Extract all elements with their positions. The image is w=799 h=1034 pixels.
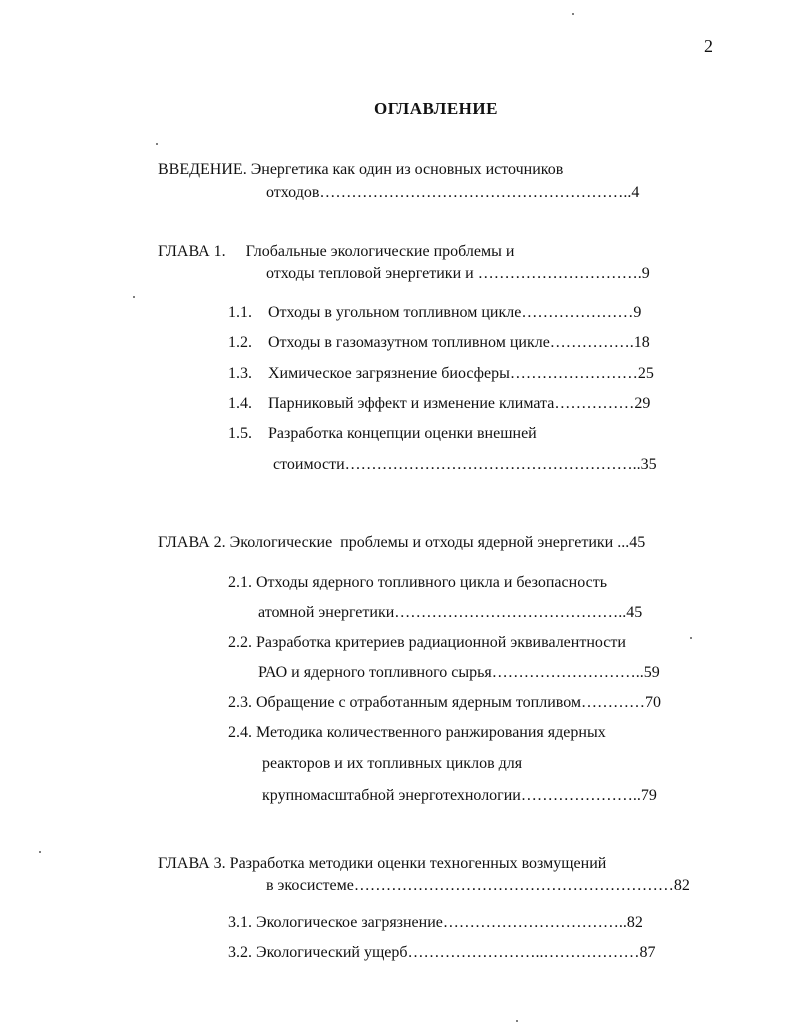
toc-section-1-2: 1.2. Отходы в газомазутном топливном цикле…………….18 <box>228 334 650 351</box>
toc-chapter-3-line1: ГЛАВА 3. Разработка методики оценки техногенных возмущений <box>158 855 607 872</box>
toc-section-2-2-line1: 2.2. Разработка критериев радиационной эквивалентности <box>228 634 626 651</box>
toc-section-2-1-line2: атомной энергетики……………………………………..45 <box>258 604 643 621</box>
page-number: 2 <box>704 36 713 56</box>
toc-chapter-1-line2: отходы тепловой энергетики и ………………………….9 <box>266 265 650 282</box>
scan-speck <box>39 851 41 853</box>
toc-section-1-1: 1.1. Отходы в угольном топливном цикле…………………9 <box>228 304 642 321</box>
toc-intro-line1: ВВЕДЕНИЕ. Энергетика как один из основных источников <box>158 161 564 178</box>
toc-section-2-4-line1: 2.4. Методика количественного ранжирования ядерных <box>228 724 606 741</box>
toc-section-3-1: 3.1. Экологическое загрязнение……………………………..82 <box>228 914 643 931</box>
toc-chapter-2: ГЛАВА 2. Экологические проблемы и отходы ядерной энергетики ...45 <box>158 534 646 551</box>
toc-section-1-5-line2: стоимости………………………………………………..35 <box>273 456 657 473</box>
toc-section-1-3: 1.3. Химическое загрязнение биосферы……………………25 <box>228 365 654 382</box>
toc-section-2-2-line2: РАО и ядерного топливного сырья………………………..59 <box>258 664 660 681</box>
scan-speck <box>572 13 574 15</box>
toc-section-1-4: 1.4. Парниковый эффект и изменение климата……………29 <box>228 395 651 412</box>
toc-chapter-1-line1: ГЛАВА 1. Глобальные экологические проблемы и <box>158 243 515 260</box>
toc-chapter-3-line2: в экосистеме……………………………………………………82 <box>266 877 690 894</box>
scan-speck <box>133 296 135 298</box>
toc-section-3-2: 3.2. Экологический ущерб……………………..………………87 <box>228 944 656 961</box>
toc-section-2-4-line2: реакторов и их топливных циклов для <box>262 755 523 772</box>
toc-section-2-4-line3: крупномасштабной энерготехнологии…………………..79 <box>262 787 657 804</box>
scan-speck <box>156 143 158 145</box>
scan-speck <box>516 1020 518 1022</box>
toc-intro-line2: отходов…………………………………………………..4 <box>266 184 640 201</box>
toc-section-2-3: 2.3. Обращение с отработанным ядерным топливом…………70 <box>228 694 662 711</box>
scan-speck <box>690 637 692 639</box>
toc-section-1-5-line1: 1.5. Разработка концепции оценки внешней <box>228 425 537 442</box>
toc-section-2-1-line1: 2.1. Отходы ядерного топливного цикла и безопасность <box>228 574 607 591</box>
page-title: ОГЛАВЛЕНИЕ <box>374 99 498 118</box>
